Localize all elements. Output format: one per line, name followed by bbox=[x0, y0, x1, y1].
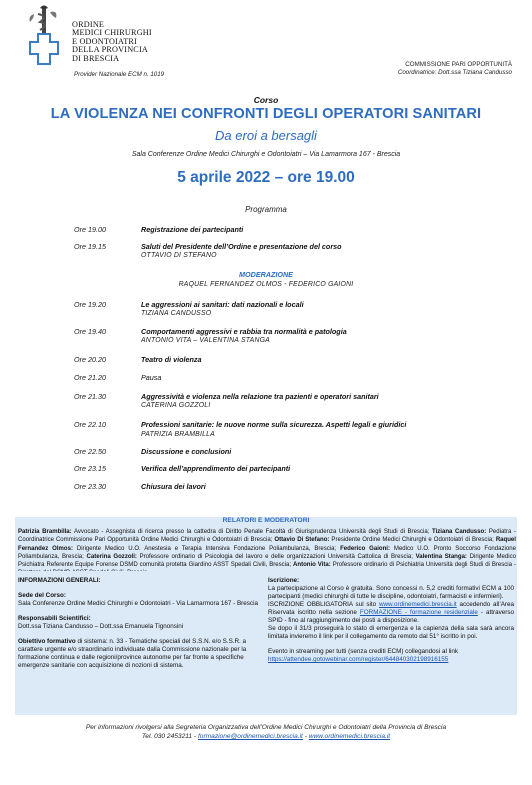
iscrizione-p4: Evento in streaming per tutti (senza crediti ECM) collegandosi al link bbox=[268, 648, 459, 655]
commission-coordinator: Coordinatrice: Dott.ssa Tiziana Candusso bbox=[397, 69, 512, 76]
footer-info: Per informazioni rivolgersi alla Segreteria Organizzativa dell’Ordine Medici Chirurghi e Odontoiatri della Provincia di Brescia bbox=[85, 724, 447, 731]
relatore-name: Caterina Gozzoli: bbox=[86, 553, 137, 560]
org-name bbox=[72, 21, 152, 63]
program-speaker: CATERINA GOZZOLI bbox=[141, 402, 211, 409]
org-line: DELLA PROVINCIA bbox=[72, 45, 149, 55]
streaming-link[interactable]: https://attendee.gotowebinar.com/register/644840302198916155 bbox=[268, 656, 449, 663]
program-time: Ore 23.30 bbox=[74, 482, 106, 491]
program-title: Le aggressioni ai sanitari: dati nazionali e locali bbox=[141, 300, 304, 309]
event-title: LA VIOLENZA NEI CONFRONTI DEGLI OPERATORI SANITARI bbox=[50, 106, 482, 122]
relatore-desc: Professore ordinario di Psichiatria Università degli Studi di Brescia - bbox=[332, 562, 516, 569]
org-line: ORDINE bbox=[72, 20, 105, 29]
event-subtitle: Da eroi a bersagli bbox=[215, 128, 317, 143]
info-generali bbox=[18, 577, 258, 670]
footer-sep: - bbox=[304, 733, 307, 740]
caduceus-logo bbox=[18, 4, 70, 66]
programma-heading: Programma bbox=[245, 205, 287, 214]
iscrizione-label: Iscrizione: bbox=[268, 577, 300, 584]
relatore-name: Federico Gaioni: bbox=[340, 545, 391, 552]
moderazione-heading: MODERAZIONE bbox=[239, 270, 293, 279]
org-line: E ODONTOIATRI bbox=[72, 36, 137, 46]
iscrizione-p2c: - attraverso SPID - fino al raggiungimento dei posti a disposizione. bbox=[268, 609, 514, 624]
program-time: Ore 22.10 bbox=[74, 420, 106, 429]
obiettivo-label: Obiettivo formativo bbox=[18, 638, 76, 645]
info-heading: INFORMAZIONI GENERALI: bbox=[18, 577, 101, 584]
program-time: Ore 21.20 bbox=[74, 373, 106, 382]
responsabili-value: Dott.ssa Tiziana Candusso – Dott.ssa Emanuela Tignonsini bbox=[18, 623, 184, 630]
red-cross-outline-icon bbox=[30, 34, 58, 64]
footer-tel: Tel. 030 2453211 - bbox=[141, 733, 197, 740]
commission-info bbox=[398, 61, 512, 77]
program-time: Ore 21.30 bbox=[74, 392, 106, 401]
event-kicker: Corso bbox=[253, 95, 279, 105]
relatore-desc: Dirigente Medico Psichiatra Referente Equipe Forense DSMD comunità protetta Giardino ASST Spedali Civili, Brescia; bbox=[18, 553, 516, 569]
relatore-name: Antonio Vita: bbox=[293, 562, 331, 569]
moderatori-names: RAQUEL FERNANDEZ OLMOS - FEDERICO GAIONI bbox=[178, 281, 354, 288]
program-title: Verifica dell’apprendimento dei partecipanti bbox=[141, 464, 291, 473]
footer-web-link[interactable]: www.ordinemedici.brescia.it bbox=[308, 733, 391, 740]
commission-name: COMMISSIONE PARI OPPORTUNITÀ bbox=[405, 61, 512, 68]
footer-contacts bbox=[0, 733, 532, 740]
relatore-name: Valentina Stanga: bbox=[415, 553, 467, 560]
obiettivo-value: di sistema: n. 33 - Tematiche speciali del S.S.N. e/o S.S.R. a carattere urgente e/o straordinario individuate dalla Commissione nazionale per la formazione continua e dalle regioni/province autonome per far fronte a specifiche emergenze sanitarie con acquisizione di nozioni di sistema. bbox=[18, 638, 247, 669]
program-title: Teatro di violenza bbox=[141, 355, 202, 364]
relatore-name: Ottavio Di Stefano: bbox=[274, 537, 330, 544]
program-time: Ore 19.40 bbox=[74, 327, 106, 336]
event-date: 5 aprile 2022 – ore 19.00 bbox=[177, 169, 355, 186]
ordine-website-link[interactable]: www.ordinemedici.brescia.it bbox=[378, 601, 457, 608]
relatore-desc: Avvocato - Assegnista di ricerca presso la cattedra di Diritto Penale Facoltà di Giurisprudenza Università degli Studi di Brescia; bbox=[73, 529, 430, 535]
program-time: Ore 20.20 bbox=[74, 355, 106, 364]
relatore-name: Patrizia Brambilla: bbox=[18, 529, 72, 535]
program-title: Discussione e conclusioni bbox=[141, 447, 232, 456]
program-time: Ore 19.20 bbox=[74, 300, 106, 309]
iscrizione-p2a: ISCRIZIONE OBBLIGATORIA sul sito bbox=[268, 601, 377, 608]
iscrizione-p2b: accedendo all’Area Riservata iscritto nella sezione bbox=[268, 601, 515, 616]
relatore-name: Tiziana Candusso: bbox=[431, 529, 487, 535]
org-line: MEDICI CHIRURGHI bbox=[72, 28, 152, 38]
program-time: Ore 19.00 bbox=[74, 225, 106, 234]
iscrizione-p1: La partecipazione al Corso è gratuita. Sono concessi n. 5,2 crediti formativi ECM a 100 partecipanti (medici chirurghi di tutte le discipline, odontoiatri, farmacisti e infermieri). bbox=[268, 585, 514, 600]
program-time: Ore 23.15 bbox=[74, 464, 106, 473]
program-title: Saluti del Presidente dell’Ordine e presentazione del corso bbox=[141, 242, 342, 251]
program-title: Pausa bbox=[141, 373, 162, 382]
program-title: Chiusura dei lavori bbox=[141, 482, 206, 491]
program-title: Aggressività e violenza nella relazione tra pazienti e operatori sanitari bbox=[141, 392, 379, 401]
relatore-desc: Pediatra - Coordinatrice Commissione Pari Opportunità Ordine Medici Chirurghi e Odontoiatri di Brescia; bbox=[18, 529, 516, 544]
relatore-name: Raquel Fernandez Olmos: bbox=[18, 537, 516, 552]
relatore-desc: Dirigente Medico U.O. Anestesia e Terapia Intensiva Fondazione Poliambulanza, Brescia; bbox=[76, 545, 337, 552]
provider-number: Provider Nazionale ECM n. 1019 bbox=[74, 71, 165, 78]
event-venue: Sala Conferenze Ordine Medici Chirurghi e Odontoiatri – Via Lamarmora 167 - Brescia bbox=[131, 151, 401, 158]
formazione-residenziale-link[interactable]: FORMAZIONE - formazione residenziale bbox=[359, 609, 478, 616]
program-time: Ore 19.15 bbox=[74, 242, 106, 251]
program-speaker: TIZIANA CANDUSSO bbox=[141, 310, 212, 317]
relatore-desc: Medico U.O. Pronto Soccorso Fondazione Poliambulanza, Brescia; bbox=[18, 545, 516, 560]
program-speaker: PATRIZIA BRAMBILLA bbox=[141, 431, 215, 438]
responsabili-label: Responsabili Scientifici: bbox=[18, 615, 91, 622]
program-speaker: OTTAVIO DI STEFANO bbox=[141, 252, 217, 259]
footer-email-link[interactable]: formazione@ordinemedici.brescia.it bbox=[197, 733, 303, 740]
relatore-desc: Professore ordinario di Psicologia del lavoro e delle organizzazioni Università Cattolica di Brescia; bbox=[139, 553, 413, 560]
program-title: Professioni sanitarie: le nuove norme sulla sicurezza. Aspetti legali e giuridici bbox=[141, 420, 407, 429]
iscrizione-p3: Se dopo il 31/3 proseguirà lo stato di emergenza e la capienza della sala sarà ancora limitata invieremo il link per il collegamento da remoto dal 51° iscritto in poi. bbox=[268, 625, 514, 640]
program-title: Registrazione dei partecipanti bbox=[141, 225, 244, 234]
sede-value: Sala Conferenze Ordine Medici Chirurghi e Odontoiatri - Via Lamarmora 167 - Brescia bbox=[18, 600, 258, 607]
sede-label: Sede del Corso: bbox=[18, 592, 66, 599]
program-title: Comportamenti aggressivi e rabbia tra normalità e patologia bbox=[141, 327, 347, 336]
relatori-heading: RELATORI E MODERATORI bbox=[222, 517, 310, 524]
org-line: DI BRESCIA bbox=[72, 53, 120, 63]
program-speaker: ANTONIO VITA – VALENTINA STANGA bbox=[141, 337, 270, 344]
relatore-desc: Presidente Ordine Medici Chirurghi e Odontoiatri di Brescia; bbox=[331, 537, 494, 544]
iscrizione-info bbox=[268, 577, 514, 664]
program-time: Ore 22.50 bbox=[74, 447, 106, 456]
